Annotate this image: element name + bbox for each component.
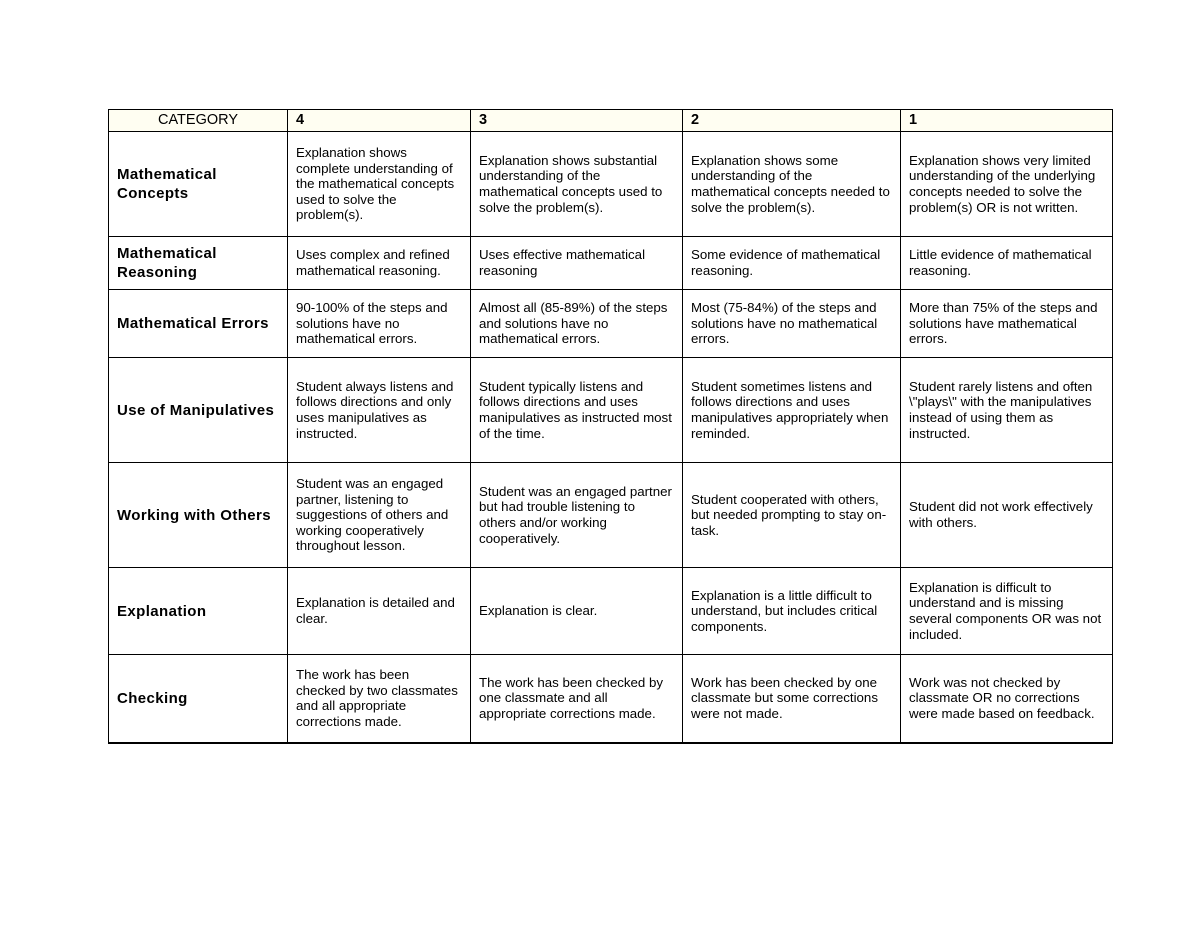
category-cell: Working with Others xyxy=(109,463,288,568)
table-row xyxy=(109,290,1113,358)
category-header: CATEGORY xyxy=(109,110,288,132)
table-cell: Student was an engaged partner, listening to suggestions of others and working cooperatively throughout lesson. xyxy=(288,463,471,568)
table-cell: 90-100% of the steps and solutions have no mathematical errors. xyxy=(288,290,471,358)
rubric-table xyxy=(108,109,1113,744)
table-cell: Explanation shows substantial understanding of the mathematical concepts used to solve the problem(s). xyxy=(471,132,683,237)
table-cell: Almost all (85-89%) of the steps and solutions have no mathematical errors. xyxy=(471,290,683,358)
table-cell: More than 75% of the steps and solutions have mathematical errors. xyxy=(901,290,1113,358)
category-cell: Checking xyxy=(109,655,288,743)
table-cell: Student rarely listens and often \"plays\" with the manipulatives instead of using them as instructed. xyxy=(901,358,1113,463)
table-row xyxy=(109,655,1113,743)
table-cell: Explanation shows very limited understanding of the underlying concepts needed to solve the problem(s) OR is not written. xyxy=(901,132,1113,237)
category-cell: Use of Manipulatives xyxy=(109,358,288,463)
table-cell: Explanation is detailed and clear. xyxy=(288,568,471,655)
table-cell: Most (75-84%) of the steps and solutions have no mathematical errors. xyxy=(683,290,901,358)
category-cell: Mathematical Concepts xyxy=(109,132,288,237)
table-row xyxy=(109,568,1113,655)
category-cell: Mathematical Reasoning xyxy=(109,237,288,290)
table-cell: Student always listens and follows directions and only uses manipulatives as instructed. xyxy=(288,358,471,463)
table-cell: The work has been checked by two classmates and all appropriate corrections made. xyxy=(288,655,471,743)
header-row xyxy=(109,110,1113,132)
score-header-3: 3 xyxy=(471,110,683,132)
score-header-2: 2 xyxy=(683,110,901,132)
table-cell: Student cooperated with others, but needed prompting to stay on-task. xyxy=(683,463,901,568)
table-cell: Work was not checked by classmate OR no corrections were made based on feedback. xyxy=(901,655,1113,743)
table-cell: Explanation is a little difficult to understand, but includes critical components. xyxy=(683,568,901,655)
table-cell: Explanation shows complete understanding of the mathematical concepts used to solve the problem(s). xyxy=(288,132,471,237)
table-row xyxy=(109,132,1113,237)
table-cell: Little evidence of mathematical reasoning. xyxy=(901,237,1113,290)
table-cell: Uses effective mathematical reasoning xyxy=(471,237,683,290)
table-row xyxy=(109,358,1113,463)
table-row xyxy=(109,463,1113,568)
table-cell: Explanation shows some understanding of the mathematical concepts needed to solve the problem(s). xyxy=(683,132,901,237)
table-cell: Some evidence of mathematical reasoning. xyxy=(683,237,901,290)
table-cell: Work has been checked by one classmate but some corrections were not made. xyxy=(683,655,901,743)
table-cell: Explanation is clear. xyxy=(471,568,683,655)
table-cell: Student was an engaged partner but had trouble listening to others and/or working cooperatively. xyxy=(471,463,683,568)
table-row xyxy=(109,237,1113,290)
table-cell: Student typically listens and follows directions and uses manipulatives as instructed most of the time. xyxy=(471,358,683,463)
score-header-1: 1 xyxy=(901,110,1113,132)
table-cell: Student sometimes listens and follows directions and uses manipulatives appropriately when reminded. xyxy=(683,358,901,463)
table-cell: Explanation is difficult to understand and is missing several components OR was not included. xyxy=(901,568,1113,655)
table-cell: Uses complex and refined mathematical reasoning. xyxy=(288,237,471,290)
category-cell: Mathematical Errors xyxy=(109,290,288,358)
score-header-4: 4 xyxy=(288,110,471,132)
table-cell: Student did not work effectively with others. xyxy=(901,463,1113,568)
table-cell: The work has been checked by one classmate and all appropriate corrections made. xyxy=(471,655,683,743)
category-cell: Explanation xyxy=(109,568,288,655)
